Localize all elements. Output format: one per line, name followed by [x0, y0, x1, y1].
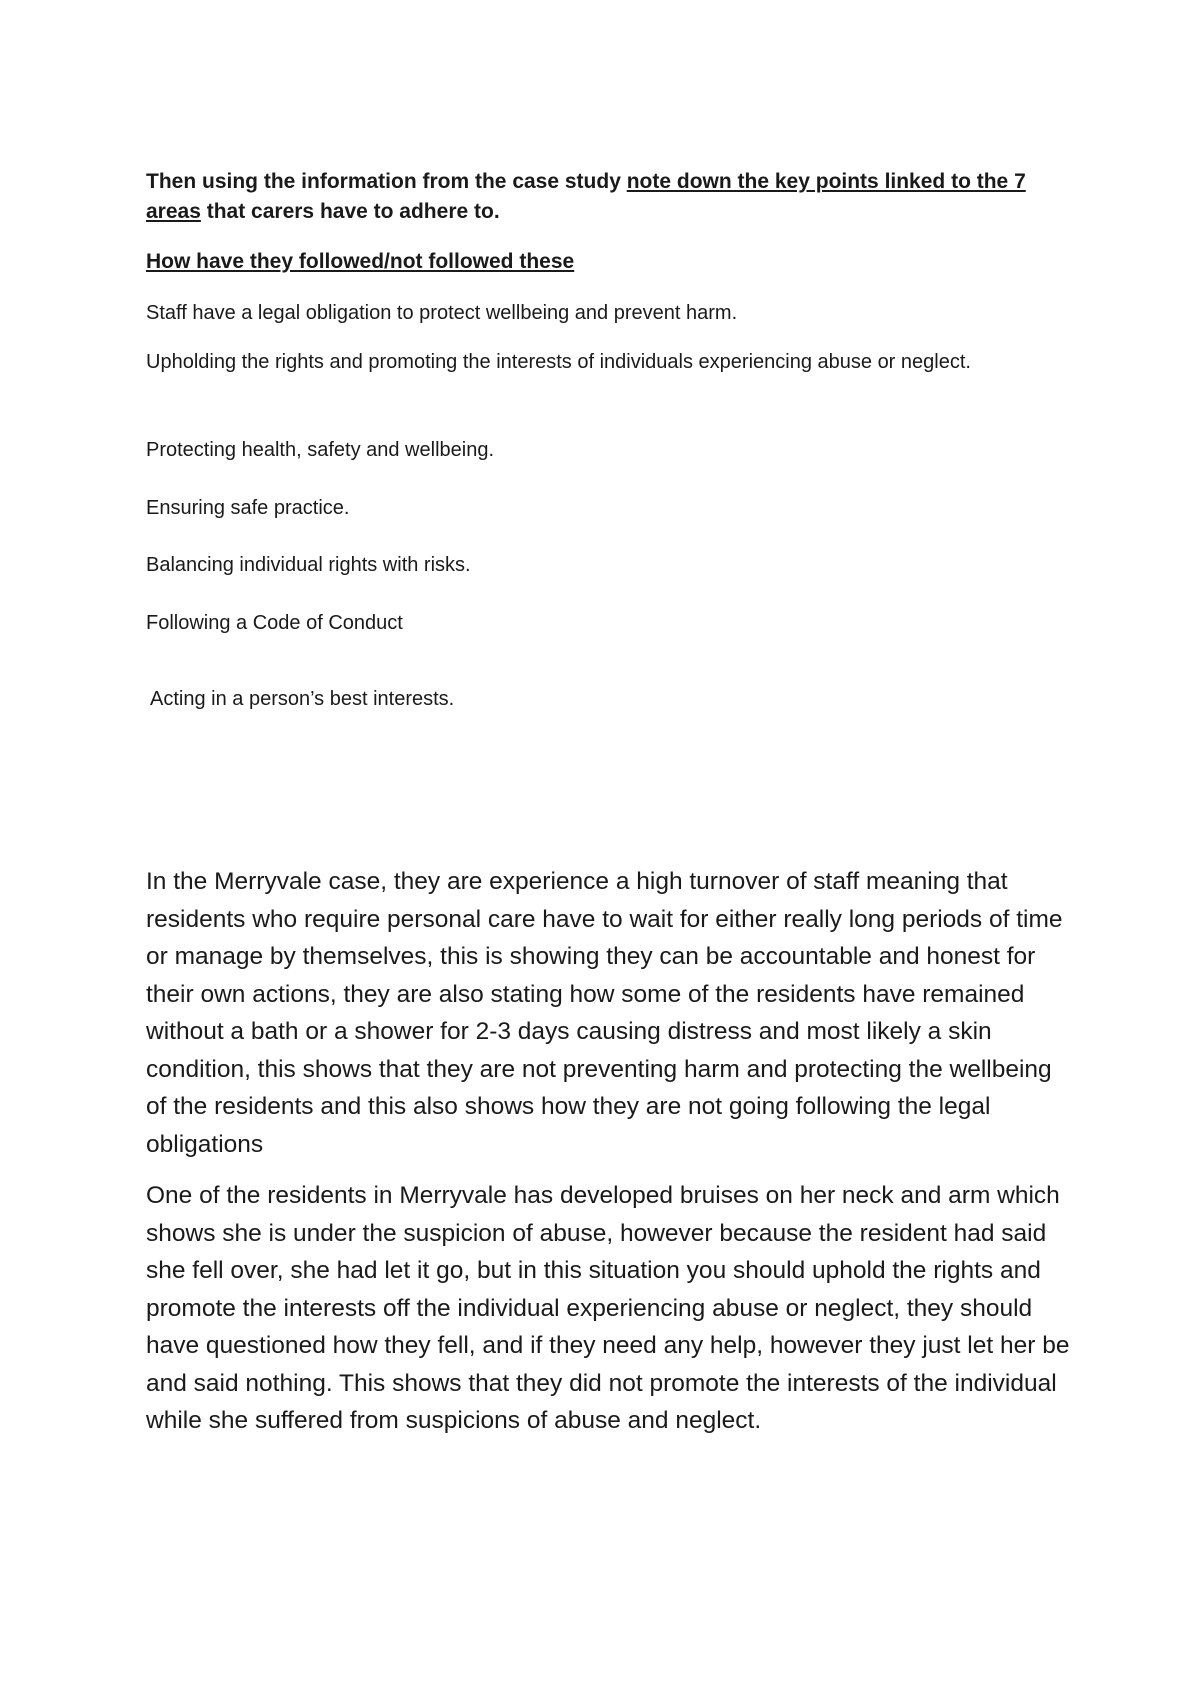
- section-subheading: How have they followed/not followed these: [146, 250, 575, 273]
- key-point-protecting-health: Protecting health, safety and wellbeing.: [146, 439, 494, 461]
- key-point-balancing-rights: Balancing individual rights with risks.: [146, 554, 471, 576]
- key-point-code-of-conduct: Following a Code of Conduct: [146, 612, 403, 634]
- key-point-best-interests: Acting in a person’s best interests.: [150, 688, 455, 710]
- key-point-safe-practice: Ensuring safe practice.: [146, 497, 350, 519]
- key-point-legal-obligation: Staff have a legal obligation to protect wellbeing and prevent harm.: [146, 302, 738, 324]
- key-point-upholding-rights: Upholding the rights and promoting the interests of individuals experiencing abuse or neglect.: [146, 351, 971, 373]
- instruction-underlined: note down the key points linked to the 7 areas: [146, 170, 1026, 223]
- body-paragraph-2: One of the residents in Merryvale has developed bruises on her neck and arm which shows she is under the suspicion of abuse, however because the resident had said she fell over, she had let it go, but in this situation you should uphold the rights and promote the interests off the individual experiencing abuse or neglect, they should have questioned how they fell, and if they need any help, however they just let her be and said nothing. This shows that they did not promote the interests of the individual while she suffered from suspicions of abuse and neglect.: [146, 1182, 1070, 1434]
- instruction-part-1: Then using the information from the case study: [146, 170, 627, 193]
- instruction-part-2: that carers have to adhere to.: [200, 200, 500, 223]
- body-paragraph-1: In the Merryvale case, they are experience a high turnover of staff meaning that residents who require personal care have to wait for either really long periods of time or manage by themselves, this is showing they can be accountable and honest for their own actions, they are also stating how some of the residents have remained without a bath or a shower for 2-3 days causing distress and most likely a skin condition, this shows that they are not preventing harm and protecting the wellbeing of the residents and this also shows how they are not going following the legal obligations: [146, 868, 1063, 1158]
- instruction-text: [146, 167, 1076, 227]
